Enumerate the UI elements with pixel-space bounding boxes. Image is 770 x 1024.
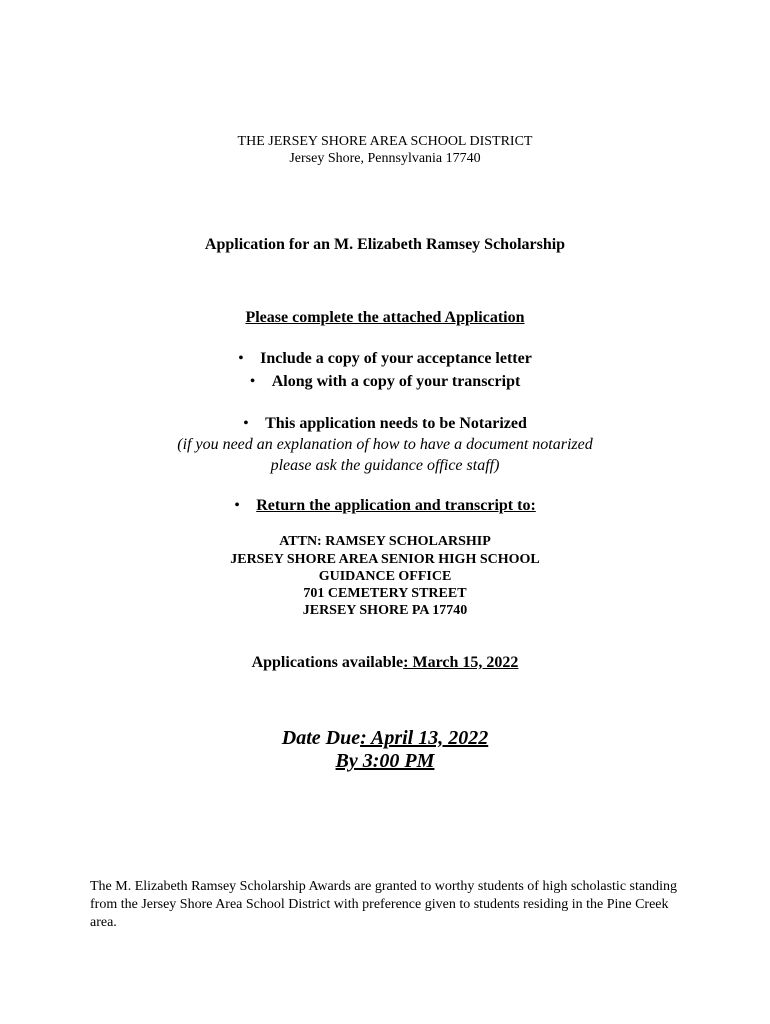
bullet-item-return: [0, 497, 770, 515]
bullet-text: Along with a copy of your transcript: [271, 373, 521, 390]
bullet-icon: •: [243, 415, 249, 432]
bullet-icon: •: [238, 350, 244, 367]
due-time: By 3:00 PM: [335, 750, 435, 772]
bullet-text: Return the application and transcript to:: [256, 497, 536, 514]
bullet-icon: •: [249, 373, 256, 390]
bullet-text: This application needs to be Notarized: [265, 415, 527, 432]
address-line-office: GUIDANCE OFFICE: [318, 569, 452, 584]
district-name: THE JERSEY SHORE AREA SCHOOL DISTRICT: [237, 134, 533, 149]
district-location: Jersey Shore, Pennsylvania 17740: [289, 151, 481, 166]
due-label: Date Due: [281, 727, 361, 749]
address-line-school: JERSEY SHORE AREA SENIOR HIGH SCHOOL: [230, 552, 540, 567]
due-date-value: : April 13, 2022: [360, 727, 489, 749]
bullet-item-notarized: [0, 415, 770, 433]
scholarship-description: The M. Elizabeth Ramsey Scholarship Awards are granted to worthy students of high scholastic standing from the Jersey Shore Area School District with preference given to students residing in the Pine Creek area.: [90, 879, 677, 930]
availability-date: : March 15, 2022: [403, 654, 519, 671]
bullet-icon: •: [234, 497, 240, 514]
address-line-city: JERSEY SHORE PA 17740: [302, 603, 468, 618]
notary-note-line-1: (if you need an explanation of how to have a document notarized: [177, 436, 593, 453]
address-line-street: 701 CEMETERY STREET: [303, 586, 467, 601]
bullet-item-transcript: [0, 373, 770, 391]
page-title: Application for an M. Elizabeth Ramsey Scholarship: [204, 236, 566, 253]
bullet-text: Include a copy of your acceptance letter: [260, 350, 532, 367]
due-date: [0, 727, 770, 750]
availability-label: Applications available: [251, 654, 404, 671]
bullet-item-acceptance-letter: [0, 350, 770, 368]
instructions-heading: Please complete the attached Application: [245, 309, 525, 326]
applications-available: [0, 654, 770, 672]
address-line-attn: ATTN: RAMSEY SCHOLARSHIP: [279, 534, 491, 549]
notary-note-line-2: please ask the guidance office staff): [270, 457, 500, 474]
